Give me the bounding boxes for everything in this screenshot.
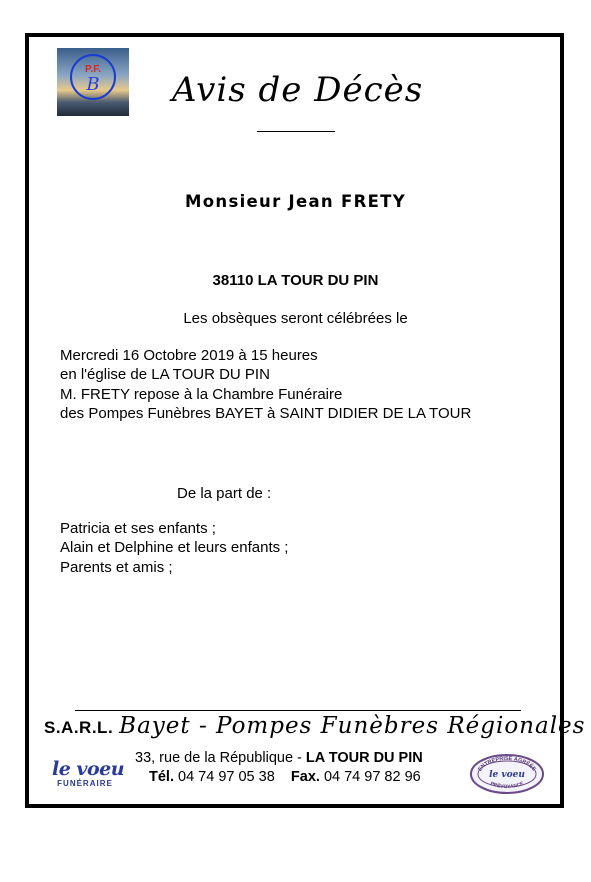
badge-top-text: ENTREPRISE AGRÉÉE <box>477 755 537 773</box>
voeu-logo-text: le voeu <box>52 758 125 780</box>
le-voeu-funeraire-logo <box>46 756 126 794</box>
company-name <box>44 713 585 739</box>
company-sarl: S.A.R.L. <box>44 718 114 737</box>
ceremony-line: des Pompes Funèbres BAYET à SAINT DIDIER DE LA TOUR <box>60 404 472 422</box>
badge-bottom-text: PRÉVOYANCE <box>489 780 525 791</box>
pf-bayet-logo <box>57 48 129 116</box>
ceremony-intro: Les obsèques seront célébrées le <box>183 310 408 327</box>
company-phones <box>149 769 421 785</box>
tel-label: Tél. <box>149 769 174 785</box>
family-line: Parents et amis ; <box>60 558 173 576</box>
company-script-name: Bayet - Pompes Funèbres Régionales <box>119 713 586 739</box>
notice-title: Avis de Décès <box>172 70 424 110</box>
footer-divider <box>75 710 521 711</box>
logo-pf-text: P.F. <box>85 64 101 75</box>
family-line: Alain et Delphine et leurs enfants ; <box>60 539 289 557</box>
entreprise-agreee-badge-icon <box>469 753 545 795</box>
address-street: 33, rue de la République - <box>135 750 306 766</box>
ceremony-details <box>60 346 471 423</box>
voeu-logo-subtext: FUNÉRAIRE <box>57 779 113 788</box>
family-list <box>60 519 288 577</box>
deceased-town: 38110 LA TOUR DU PIN <box>212 272 379 289</box>
family-intro: De la part de : <box>177 485 272 502</box>
ceremony-line: M. FRETY repose à la Chambre Funéraire <box>60 385 343 403</box>
badge-center-text: le voeu <box>489 770 525 780</box>
deceased-name: Monsieur Jean FRETY <box>185 192 406 211</box>
logo-b-letter: B <box>86 74 100 95</box>
fax-number: 04 74 97 82 96 <box>323 769 421 785</box>
fax-label: Fax. <box>290 769 320 785</box>
company-address <box>135 750 423 766</box>
family-line: Patricia et ses enfants ; <box>60 520 216 537</box>
address-city: LA TOUR DU PIN <box>305 750 423 766</box>
tel-number: 04 74 97 05 38 <box>178 769 275 785</box>
ceremony-line: Mercredi 16 Octobre 2019 à 15 heures <box>60 347 318 364</box>
title-divider <box>257 131 335 132</box>
ceremony-line: en l'église de LA TOUR DU PIN <box>60 366 270 384</box>
